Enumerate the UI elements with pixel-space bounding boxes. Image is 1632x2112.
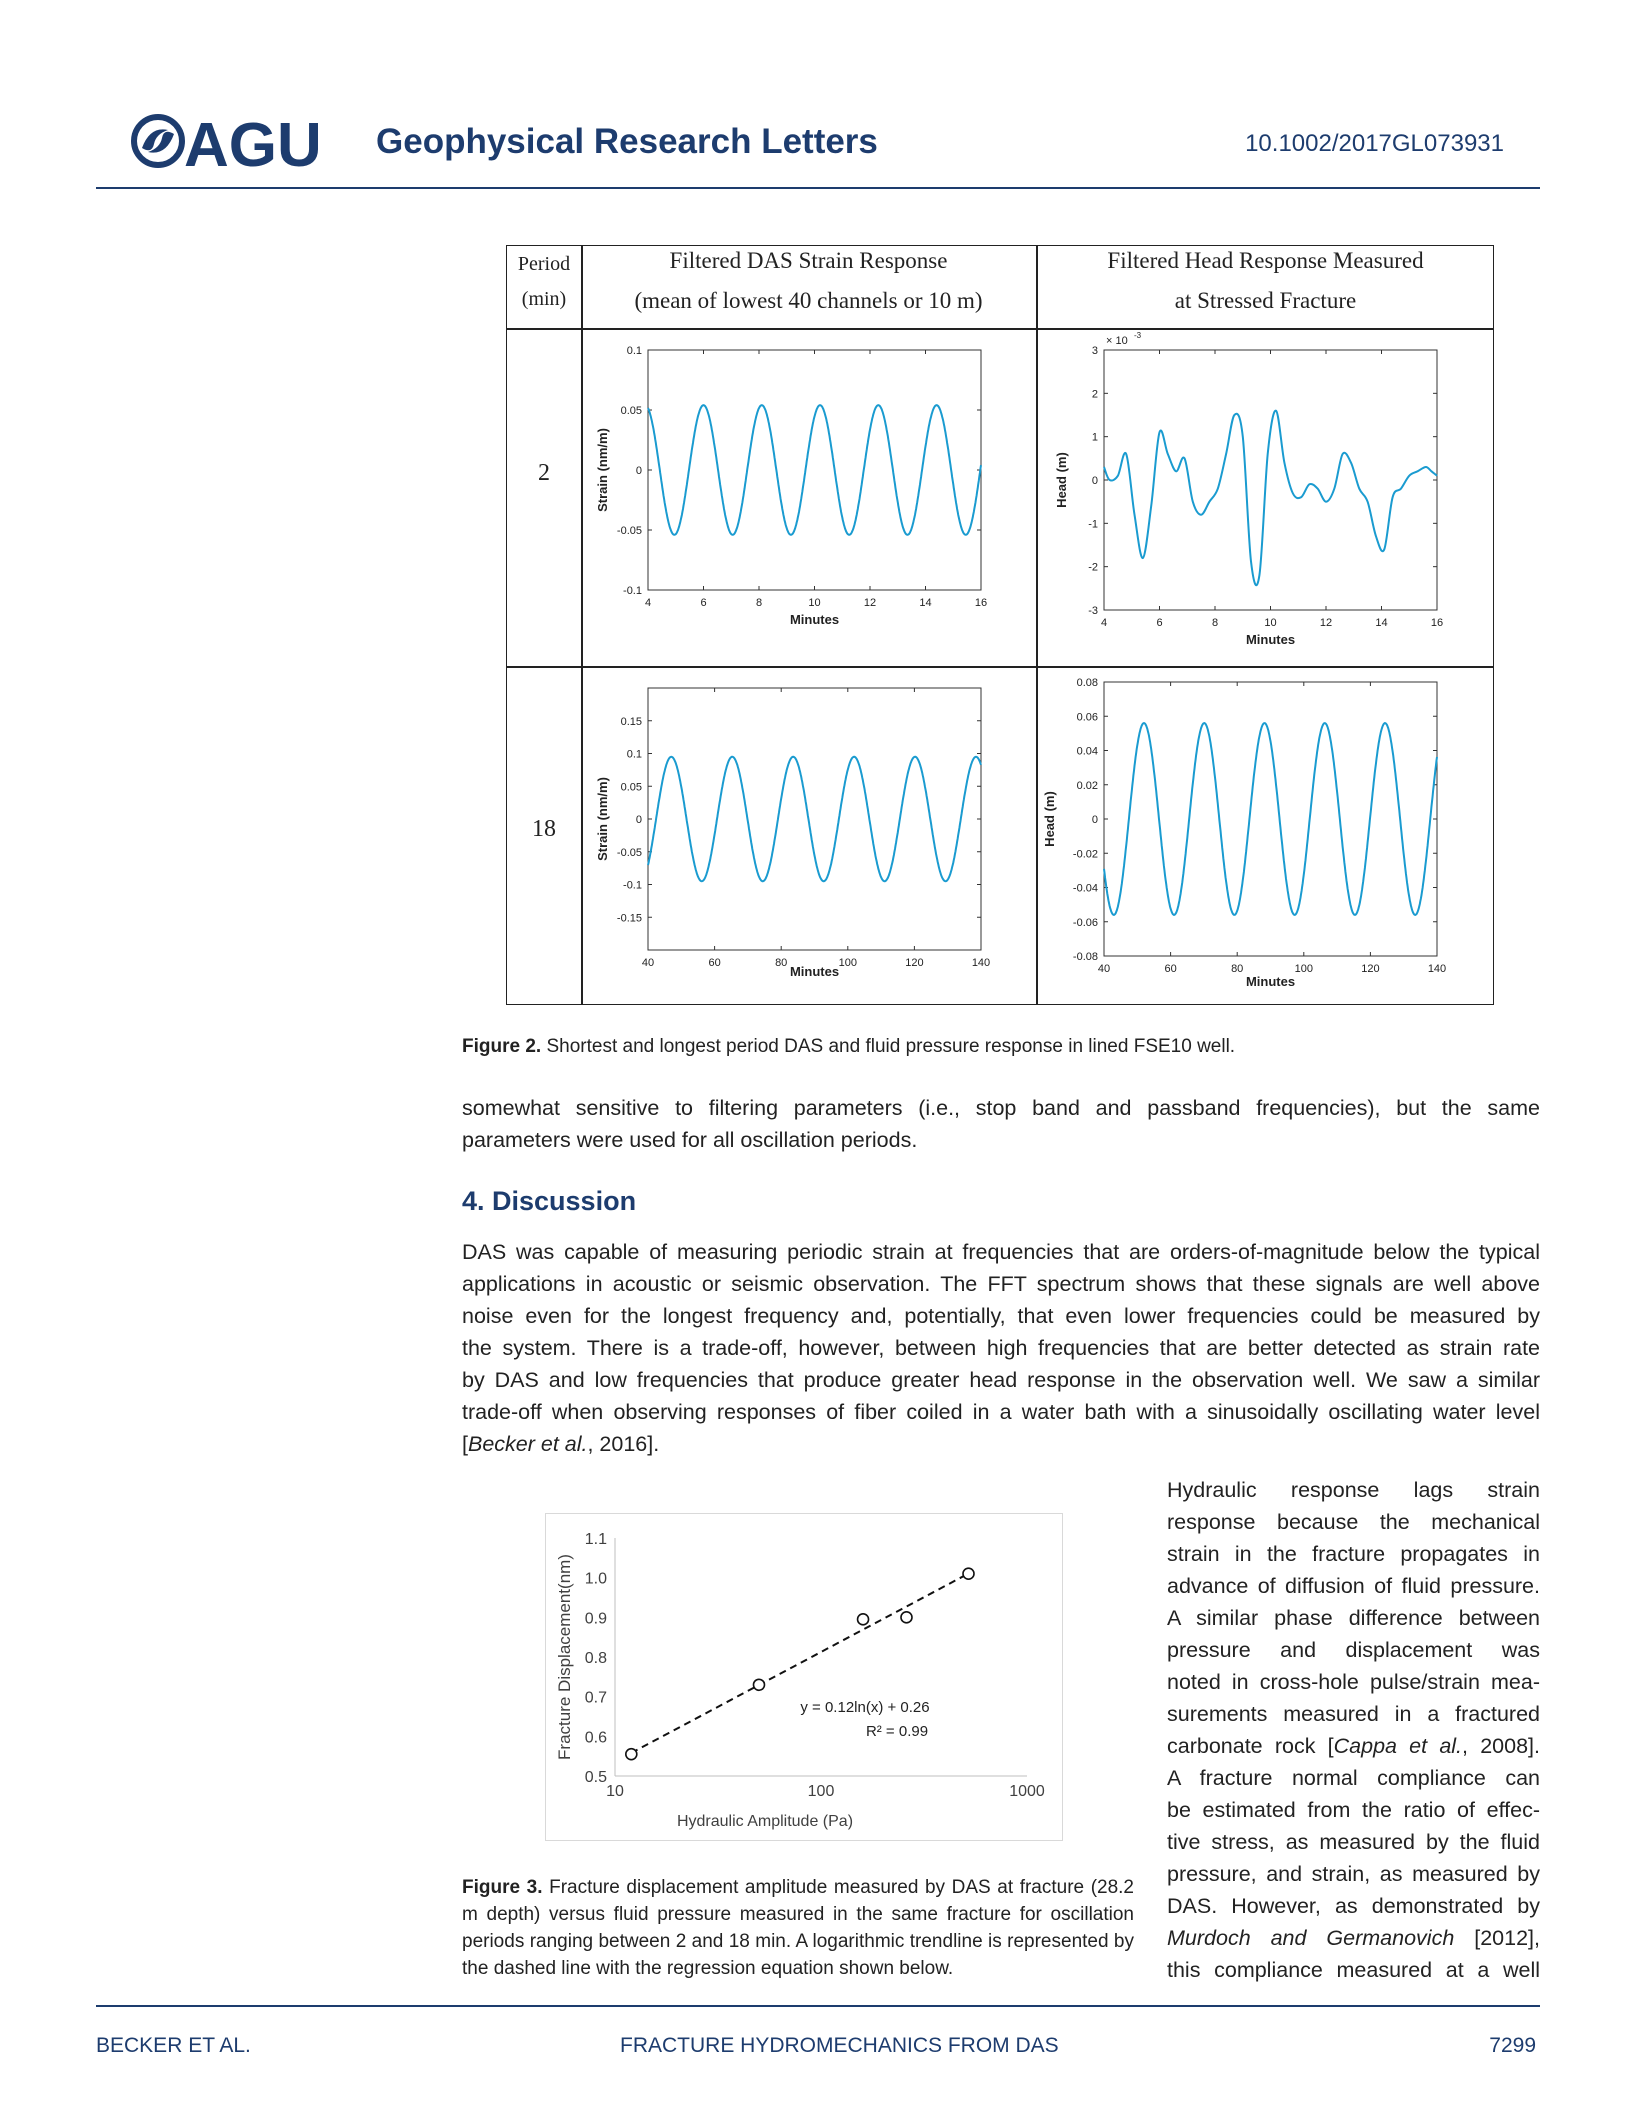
y-tick-label: 0.1 <box>626 748 642 761</box>
y-tick-label: 1.1 <box>584 1531 607 1548</box>
text-line: strain in the fracture propagates in <box>1167 1542 1540 1566</box>
x-tick-label: 6 <box>1156 617 1163 629</box>
header-rule <box>96 187 1540 189</box>
x-tick-label: 16 <box>974 597 988 609</box>
col-header-period-line1: Period <box>517 253 571 275</box>
x-axis-label: Minutes <box>789 612 840 627</box>
footer-running-title: FRACTURE HYDROMECHANICS FROM DAS <box>620 2034 1059 2057</box>
y-tick-label: -0.02 <box>1072 848 1098 861</box>
text-line: noise even for the longest frequency and, potentially, that even lower frequencies could be measured by <box>462 1304 1540 1328</box>
paragraph-hydraulic-lag <box>1167 1474 1540 1986</box>
text-line: DAS. However, as demonstrated by <box>1167 1894 1540 1918</box>
x-tick-label: 8 <box>1211 617 1219 629</box>
text-fragment: [2012], <box>1454 1926 1540 1950</box>
data-point <box>858 1614 869 1625</box>
x-tick-label: 80 <box>1231 963 1244 975</box>
plot-frame <box>1104 682 1437 956</box>
y-tick-label: 0 <box>635 814 642 826</box>
text-line: tive stress, as measured by the fluid <box>1167 1830 1540 1854</box>
text-line: pressure, and strain, as measured by <box>1167 1862 1540 1886</box>
y-tick-label: -0.08 <box>1072 951 1098 963</box>
table-vline <box>1036 246 1038 1004</box>
citation-bracket: [ <box>462 1432 468 1456</box>
y-tick-label: 0.7 <box>584 1689 607 1707</box>
y-tick-label: 0.08 <box>1076 677 1098 689</box>
data-point <box>626 1749 637 1760</box>
col-header-head-line1: Filtered Head Response Measured <box>1107 248 1424 273</box>
col-header-period-line2: (min) <box>521 288 567 310</box>
text-line: response because the mechanical <box>1167 1510 1540 1534</box>
col-header-period <box>507 253 581 311</box>
citation-link[interactable]: Becker et al. <box>467 1432 588 1456</box>
text-line: A fracture normal compliance can <box>1167 1766 1540 1790</box>
plot-frame <box>648 350 981 590</box>
figure-3-caption <box>462 1874 1134 1982</box>
figure-3-caption-label: Figure 3. <box>462 1877 543 1898</box>
x-axis-label: Minutes <box>1245 632 1296 647</box>
data-point <box>901 1612 912 1623</box>
y-tick-label: 1.0 <box>584 1570 607 1588</box>
x-tick-label: 4 <box>1100 617 1108 629</box>
text-line: advance of diffusion of fluid pressure. <box>1167 1574 1540 1598</box>
col-header-strain <box>581 248 1036 314</box>
y-tick-label: -2 <box>1088 561 1098 574</box>
text-fragment: carbonate rock [ <box>1167 1734 1334 1758</box>
text-line <box>1167 1730 1540 1762</box>
text-line: this compliance measured at a well <box>1167 1958 1540 1982</box>
y-tick-label: 0.1 <box>626 345 642 357</box>
table-vline <box>581 246 583 1004</box>
paragraph-filtering <box>462 1092 1540 1156</box>
footer-authors: BECKER ET AL. <box>96 2034 251 2057</box>
paragraph-discussion <box>462 1236 1540 1460</box>
x-tick-label: 6 <box>700 597 707 609</box>
citation-link[interactable]: Cappa et al. <box>1333 1734 1463 1758</box>
y-tick-label: -0.1 <box>623 585 642 597</box>
y-axis-label: Head (m) <box>1054 452 1069 508</box>
text-line: DAS was capable of measuring periodic strain at frequencies that are orders-of-magnitude below the typical <box>462 1240 1540 1264</box>
y-tick-label: 3 <box>1091 345 1098 357</box>
text-fragment: , 2008]. <box>1462 1734 1540 1758</box>
regression-equation: y = 0.12ln(x) + 0.26 <box>800 1699 930 1716</box>
col-header-head <box>1036 248 1495 314</box>
figure-2-table <box>506 245 1494 1005</box>
data-point <box>753 1679 764 1690</box>
y-tick-label: 0.8 <box>584 1650 607 1667</box>
y-tick-label: 0 <box>1091 814 1098 826</box>
figure-3-caption-text: Fracture displacement amplitude measured by DAS at fracture (28.2 m depth) versus fluid pressure measured in the same fracture for oscillation periods ranging between 2 and 18 min. A logarithmic trendline is represented by the dashed line with the regression equation shown below. <box>462 1877 1134 1979</box>
x-axis-label: Minutes <box>789 964 840 979</box>
figure-3-frame <box>545 1513 1063 1841</box>
col-header-strain-line1: Filtered DAS Strain Response <box>669 248 948 273</box>
col-header-head-line2: at Stressed Fracture <box>1174 288 1357 313</box>
citation-year: , 2016]. <box>587 1432 660 1456</box>
x-tick-label: 1000 <box>1009 1783 1045 1800</box>
text-line: applications in acoustic or seismic observation. The FFT spectrum shows that these signals are well above <box>462 1272 1540 1296</box>
axis-multiplier-exponent: -3 <box>1134 332 1142 340</box>
x-tick-label: 12 <box>1319 617 1333 629</box>
y-tick-label: -0.06 <box>1072 916 1098 929</box>
text-line: be estimated from the ratio of effec- <box>1167 1798 1540 1822</box>
x-tick-label: 60 <box>708 957 721 969</box>
x-tick-label: 14 <box>1375 617 1388 629</box>
y-tick-label: 0.05 <box>620 781 642 794</box>
x-axis-label: Hydraulic Amplitude (Pa) <box>676 1813 854 1830</box>
y-tick-label: 0.15 <box>620 715 642 728</box>
y-tick-label: -0.04 <box>1072 882 1098 895</box>
x-tick-label: 140 <box>1427 963 1447 975</box>
x-tick-label: 100 <box>807 1783 835 1800</box>
x-tick-label: 8 <box>755 597 763 609</box>
y-tick-label: 0.5 <box>584 1769 607 1786</box>
text-line: the system. There is a trade-off, however, between high frequencies that are better detected as strain rate <box>462 1336 1540 1360</box>
text-line <box>462 1428 1540 1460</box>
y-tick-label: -0.15 <box>616 912 642 925</box>
x-tick-label: 100 <box>838 957 857 969</box>
x-tick-label: 120 <box>1361 963 1380 975</box>
y-tick-label: -0.05 <box>616 525 642 537</box>
figure-2-caption-label: Figure 2. <box>462 1036 542 1057</box>
journal-title: Geophysical Research Letters <box>376 122 878 161</box>
figure-2-caption <box>462 1036 1235 1058</box>
y-tick-label: -1 <box>1088 518 1098 531</box>
x-tick-label: 140 <box>971 957 991 969</box>
y-tick-label: 0.9 <box>584 1610 607 1628</box>
citation-link[interactable]: Murdoch and Germanovich <box>1167 1926 1455 1950</box>
footer-rule <box>96 2005 1540 2007</box>
x-tick-label: 40 <box>641 957 655 969</box>
y-tick-label: -0.05 <box>616 846 642 859</box>
text-line: pressure and displacement was <box>1167 1638 1540 1662</box>
x-tick-label: 40 <box>1097 963 1111 975</box>
axis-multiplier: × 10 <box>1106 335 1128 347</box>
figure-2-caption-text: Shortest and longest period DAS and fluid pressure response in lined FSE10 well. <box>541 1036 1236 1057</box>
y-tick-label: 2 <box>1091 388 1098 401</box>
text-line: A similar phase difference between <box>1167 1606 1540 1630</box>
y-tick-label: 0.05 <box>620 405 642 417</box>
x-tick-label: 100 <box>1294 963 1313 975</box>
x-axis-label: Minutes <box>1245 974 1296 989</box>
text-line: noted in cross-hole pulse/strain mea- <box>1167 1670 1540 1694</box>
y-tick-label: -3 <box>1088 605 1098 617</box>
table-hline <box>507 328 1493 330</box>
text-line: by DAS and low frequencies that produce greater head response in the observation well. We saw a similar <box>462 1368 1540 1392</box>
x-tick-label: 60 <box>1164 963 1177 975</box>
section-heading-discussion: 4. Discussion <box>462 1186 637 1216</box>
row-period-18: 18 <box>532 816 556 842</box>
fracture-displacement-chart <box>546 1514 1062 1840</box>
y-axis-label: Head (m) <box>1042 791 1057 847</box>
x-tick-label: 12 <box>863 597 877 609</box>
x-tick-label: 4 <box>644 597 652 609</box>
agu-logo-text: AGU <box>184 111 322 178</box>
text-line: parameters were used for all oscillation periods. <box>462 1128 918 1152</box>
y-tick-label: 1 <box>1091 431 1098 444</box>
text-line: Hydraulic response lags strain <box>1167 1478 1540 1502</box>
head-2min-chart <box>1042 332 1490 660</box>
data-point <box>963 1568 974 1579</box>
x-tick-label: 10 <box>606 1783 624 1800</box>
text-line: somewhat sensitive to filtering parameters (i.e., stop band and passband frequencies), but the same <box>462 1096 1540 1120</box>
y-tick-label: 0 <box>635 465 642 477</box>
y-tick-label: 0 <box>1091 475 1098 487</box>
y-tick-label: -0.1 <box>623 879 642 892</box>
head-18min-chart <box>1042 670 1490 1002</box>
y-axis-label: Strain (nm/m) <box>595 777 610 861</box>
table-hline <box>507 666 1493 668</box>
text-line <box>1167 1922 1540 1954</box>
doi[interactable]: 10.1002/2017GL073931 <box>1245 130 1504 157</box>
strain-18min-chart <box>587 670 1032 1002</box>
row-period-2: 2 <box>538 460 550 486</box>
col-header-strain-line2: (mean of lowest 40 channels or 10 m) <box>634 288 983 313</box>
footer-page-number: 7299 <box>1489 2034 1536 2057</box>
text-line: surements measured in a fractured <box>1167 1702 1540 1726</box>
y-axis-label: Fracture Displacement(nm) <box>555 1554 574 1760</box>
x-tick-label: 10 <box>1264 617 1277 629</box>
y-tick-label: 0.04 <box>1076 745 1098 758</box>
strain-2min-chart <box>587 332 1032 660</box>
x-tick-label: 120 <box>905 957 924 969</box>
y-axis-label: Strain (nm/m) <box>595 428 610 512</box>
x-tick-label: 16 <box>1430 617 1444 629</box>
regression-r-squared: R² = 0.99 <box>865 1723 929 1740</box>
agu-logo <box>128 108 338 178</box>
y-tick-label: 0.02 <box>1076 779 1098 792</box>
x-tick-label: 14 <box>919 597 932 609</box>
x-tick-label: 80 <box>775 957 788 969</box>
y-tick-label: 0.6 <box>584 1729 607 1747</box>
x-tick-label: 10 <box>808 597 821 609</box>
text-line: trade-off when observing responses of fiber coiled in a water bath with a sinusoidally oscillating water level <box>462 1400 1540 1424</box>
y-tick-label: 0.06 <box>1076 711 1098 724</box>
